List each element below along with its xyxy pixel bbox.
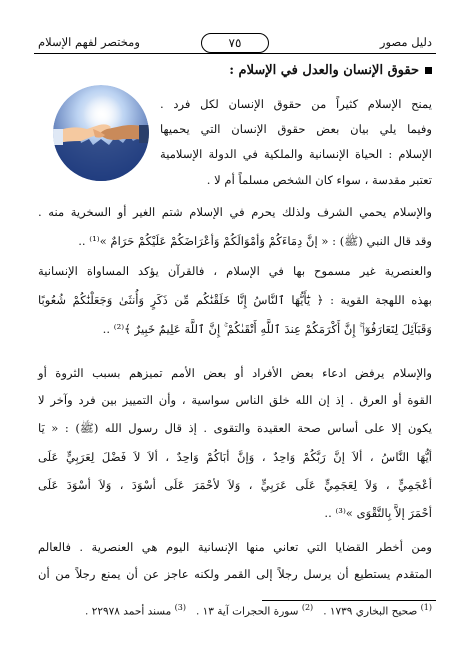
paragraph-line: المتقدم يستطيع أن يرسل رجلاً إلى القمر ولكنه عاجز عن أن يمنع رجلاً من أن (38, 567, 432, 581)
header-rule (34, 53, 436, 54)
paragraph-line: يكون إلا على أساس صحة العقيدة والتقوى . إذ قال رسول الله (ﷺ) : « يَا (38, 421, 432, 435)
handshake-illustration (53, 85, 149, 181)
footnote-text: سورة الحجرات آية ١٣ . (195, 605, 299, 618)
section-heading-text: حقوق الإنسان والعدل في الإسلام : (229, 63, 419, 78)
page-number: ٧٥ (201, 33, 269, 53)
footnotes (50, 603, 432, 618)
paragraph-line: الإسلام : الحياة الإنسانية والملكية في الدولة الإسلامية (160, 147, 432, 161)
handshake-icon (53, 85, 149, 181)
footnote-rule (262, 600, 436, 601)
paragraph-line: والإسلام يرفض ادعاء بعض الأفراد أو بعض الأمم تميزهم بسبب الثروة أو (38, 366, 432, 380)
footnote-marker: (1) (420, 603, 432, 612)
paragraph-line: وقد قال النبي (ﷺ) : « إنَّ دِمَاءَكُمْ وَأمْوَالَكُمْ وَأعْرَاضَكُمْ عَلَيْكُمْ حَرَامٌ »⁽¹⁾ .. (78, 234, 432, 248)
footnote-marker: (3) (174, 603, 186, 612)
paragraph-line: أيُّهَا النَّاسُ ، ألاَ إنَّ رَبَّكُمْ وَاحِدٌ ، وَإنَّ أبَاكُمْ وَاحِدٌ ، ألاَ لاَ فَضْلَ لِعَرَبِيٍّ عَلَى (38, 450, 432, 464)
paragraph-line: وفيما يلي بيان بعض حقوق الإنسان التي يحميها (160, 122, 432, 136)
paragraph-line: تعتبر مقدسة ، سواء كان الشخص مسلماً أم لا . (206, 173, 432, 187)
running-header (34, 33, 436, 55)
paragraph-line: وَقَبَآئِلَ لِتَعَارَفُوٓا۟ ۚ إِنَّ أَكْرَمَكُمْ عِندَ ٱللَّهِ أَتْقَىٰكُمْ ۚ إِنَّ ٱللَّهَ عَلِيمٌ خَبِيرٌ ﴾⁽²⁾ .. (102, 322, 432, 336)
book-title-right: دليل مصور (379, 35, 432, 49)
footnote-text: صحيح البخاري ١٧٣٩ . (323, 605, 418, 618)
footnote-text: مسند أحمد ٢٢٩٧٨ . (85, 605, 172, 618)
book-title-left: ومختصر لفهم الإسلام (38, 35, 140, 49)
footnote-marker: (2) (301, 603, 314, 612)
paragraph-line: بهذه اللهجة القوية : ﴿ يَٰٓأَيُّهَا ٱلنَّاسُ إِنَّا خَلَقْنَٰكُم مِّن ذَكَرٍ وَأُنثَىٰ وَجَعَلْنَٰكُمْ شُعُوبًا (38, 293, 432, 307)
square-bullet-icon (425, 67, 432, 74)
section-heading (229, 63, 432, 78)
paragraph-line: القوة أو العرق . إذ إن الله خلق الناس سواسية ، وأن التمييز بين فرد وآخر لا (38, 393, 432, 407)
paragraph-line: والإسلام يحمي الشرف ولذلك يحرم في الإسلام شتم الغير أو السخرية منه . (38, 205, 432, 219)
paragraph-line: أحْمَرَ إلاَّ بِالتَّقْوَى »⁽³⁾ .. (324, 506, 432, 520)
paragraph-line: يمنح الإسلام كثيراً من حقوق الإنسان لكل فرد . (160, 97, 432, 111)
paragraph-line: أعْجَمِيٍّ ، وَلاَ لِعَجَمِيٍّ عَلَى عَرَبِيٍّ ، وَلاَ لأحْمَرَ عَلَى أسْوَدَ ، وَلاَ أسْوَدَ عَلَى (38, 478, 432, 492)
paragraph-line: ومن أخطر القضايا التي تعاني منها الإنسانية اليوم هي العنصرية . فالعالم (38, 540, 432, 554)
paragraph-line: والعنصرية غير مسموح بها في الإسلام ، فالقرآن يؤكد المساواة الإنسانية (38, 264, 432, 278)
